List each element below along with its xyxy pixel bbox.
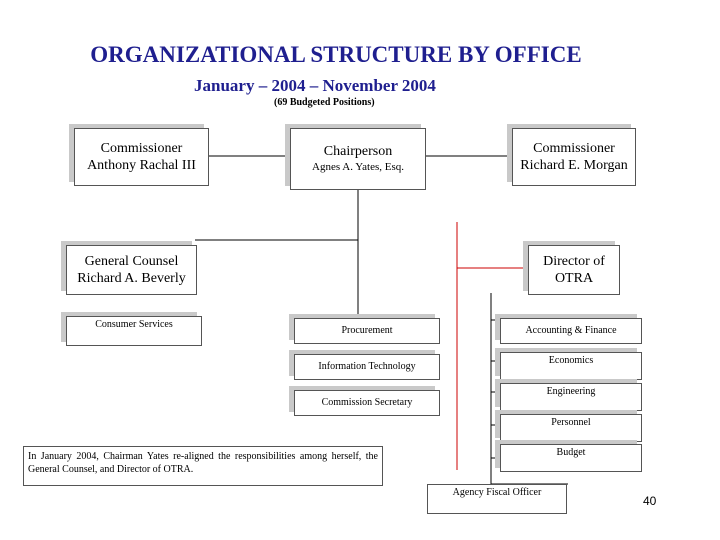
page-number: 40	[643, 494, 657, 508]
budget-note: (69 Budgeted Positions)	[274, 97, 375, 108]
commissioner-right-title: Commissioner	[533, 140, 615, 156]
budget-box	[500, 444, 642, 472]
consumer-services-label: Consumer Services	[95, 319, 173, 330]
commissioner-right-box	[512, 128, 636, 186]
chairperson-title: Chairperson	[323, 144, 393, 160]
director-otra-box	[528, 245, 620, 295]
commissioner-left-name: Anthony Rachal III	[87, 158, 196, 173]
procurement-label: Procurement	[341, 324, 393, 336]
commission-secretary-box	[294, 390, 440, 416]
information-technology-box	[294, 354, 440, 380]
commissioner-left-title: Commissioner	[100, 140, 183, 156]
budget-label: Budget	[556, 447, 586, 458]
general-counsel-name: Richard A. Beverly	[77, 271, 186, 286]
director-otra-title: Director of	[543, 253, 605, 269]
consumer-services-box	[66, 316, 202, 346]
chairperson-name: Agnes A. Yates, Esq.	[312, 160, 404, 173]
general-counsel-title: General Counsel	[84, 253, 179, 269]
agency-fiscal-officer-label: Agency Fiscal Officer	[452, 487, 542, 498]
director-otra-name: OTRA	[554, 271, 594, 286]
realignment-caption: In January 2004, Chairman Yates re-aligned the responsibilities among herself, the General Counsel, and Director of OTRA.	[28, 451, 378, 475]
page-title: ORGANIZATIONAL STRUCTURE BY OFFICE	[90, 42, 582, 67]
information-technology-label: Information Technology	[318, 360, 416, 372]
commissioner-left-box	[74, 128, 209, 186]
agency-fiscal-officer-box	[427, 484, 567, 514]
engineering-label: Engineering	[546, 386, 596, 397]
realignment-caption-box	[23, 446, 383, 486]
commission-secretary-label: Commission Secretary	[321, 396, 413, 408]
page-subtitle: January – 2004 – November 2004	[194, 76, 436, 95]
general-counsel-box	[66, 245, 197, 295]
accounting-finance-box	[500, 318, 642, 344]
engineering-box	[500, 383, 642, 411]
accounting-finance-label: Accounting & Finance	[525, 324, 617, 336]
personnel-label: Personnel	[551, 417, 591, 428]
chairperson-box	[290, 128, 426, 190]
economics-label: Economics	[548, 355, 594, 366]
commissioner-right-name: Richard E. Morgan	[520, 158, 628, 173]
procurement-box	[294, 318, 440, 344]
personnel-box	[500, 414, 642, 442]
economics-box	[500, 352, 642, 380]
